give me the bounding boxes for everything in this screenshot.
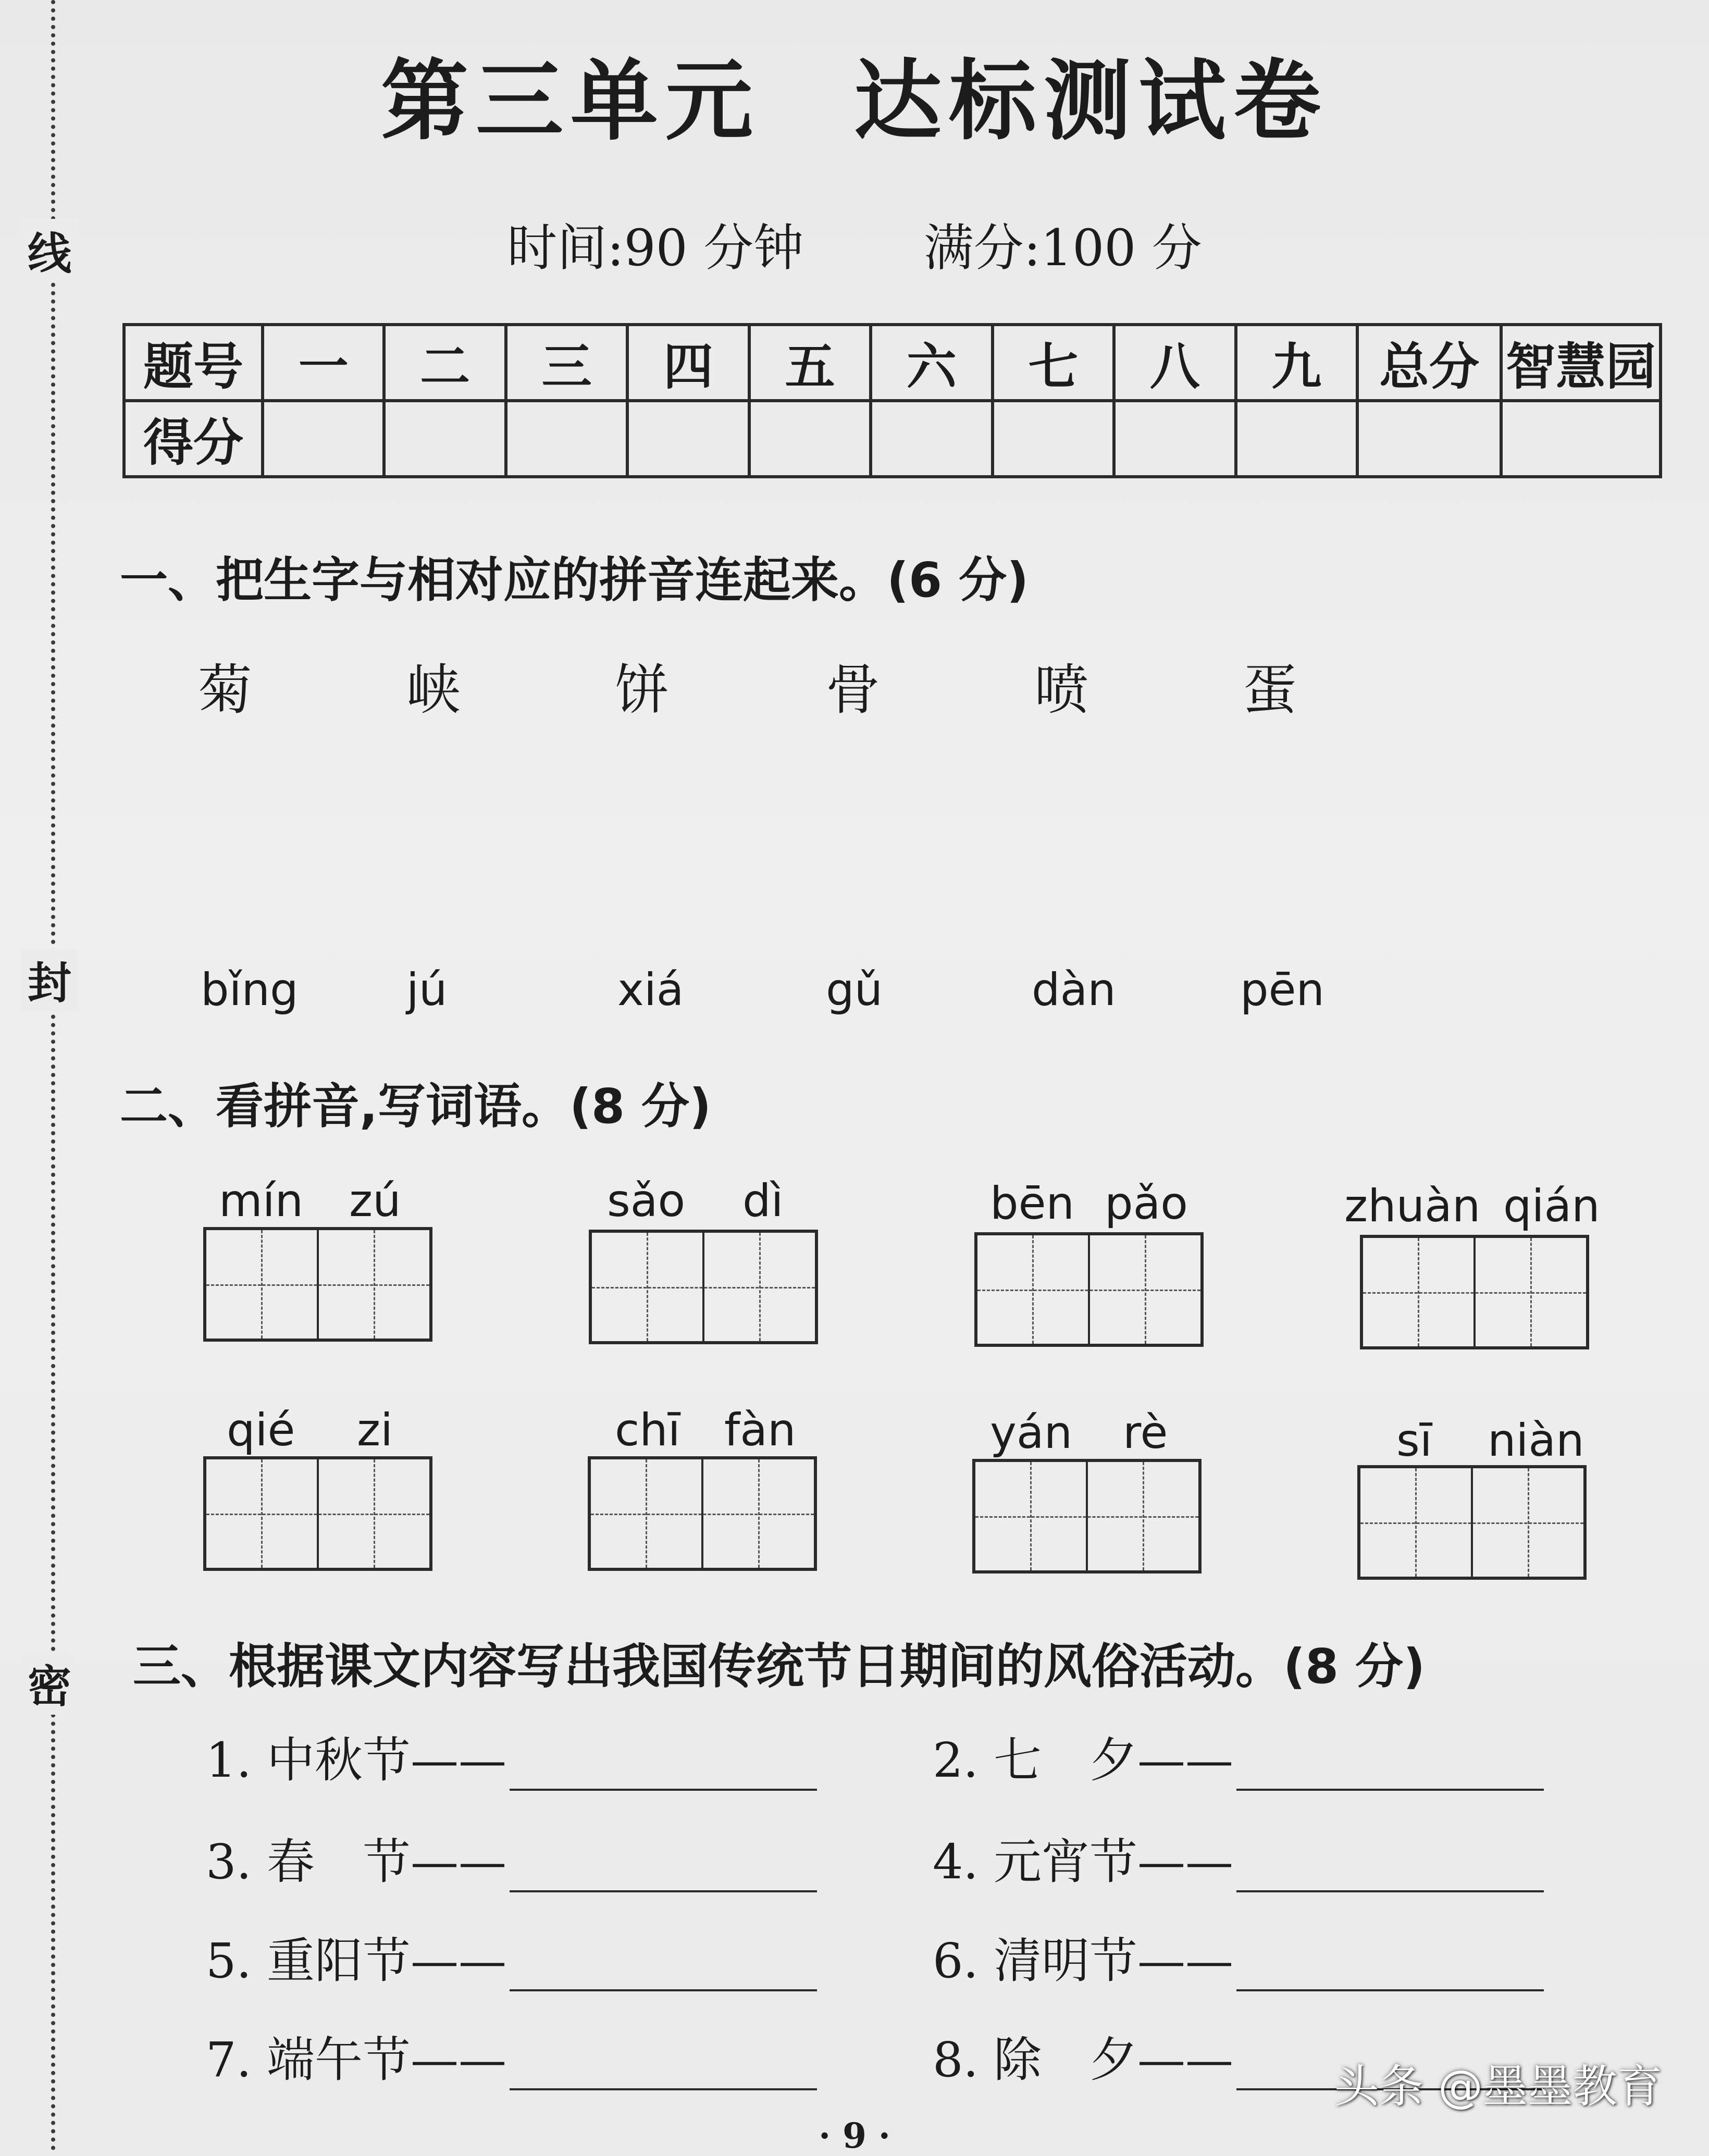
score-cell[interactable] xyxy=(384,401,505,477)
binding-line-char: 线 xyxy=(21,219,78,282)
answer-blank[interactable] xyxy=(510,1953,817,1991)
festival-label: 7. 端午节—— xyxy=(206,2032,507,2088)
binding-dotted-line xyxy=(51,0,55,2151)
score-cell[interactable] xyxy=(506,401,627,477)
score-cell[interactable] xyxy=(627,401,749,477)
section1-pinyin: dàn xyxy=(1032,964,1116,1016)
page-title xyxy=(0,31,1709,157)
title-test: 达标测试卷 xyxy=(854,49,1328,152)
word-pinyin: niàn xyxy=(1488,1415,1584,1467)
festival-item xyxy=(206,1722,817,1791)
score-cell[interactable] xyxy=(1501,401,1661,477)
score-cell[interactable] xyxy=(1236,401,1358,477)
section1-pinyin: jú xyxy=(406,964,448,1016)
word-pinyin: zú xyxy=(349,1175,401,1227)
score-cell[interactable] xyxy=(263,401,384,477)
word-pinyin: yán xyxy=(990,1407,1073,1459)
page-number: · 9 · xyxy=(819,2115,890,2156)
word-pinyin: rè xyxy=(1123,1407,1168,1459)
exam-full-score: 满分:100 分 xyxy=(923,219,1202,277)
tianzige-grid[interactable] xyxy=(203,1456,432,1571)
word-pinyin: qié xyxy=(227,1404,295,1456)
binding-seal-char: 封 xyxy=(21,948,78,1011)
watermark: 头条 @墨墨教育 xyxy=(1334,2061,1662,2113)
score-header-cell: 八 xyxy=(1114,325,1235,401)
score-header-cell: 九 xyxy=(1236,325,1358,401)
festival-item xyxy=(933,1722,1544,1791)
score-header-cell: 五 xyxy=(749,325,871,401)
score-header-cell: 一 xyxy=(263,325,384,401)
festival-label: 1. 中秋节—— xyxy=(206,1732,507,1788)
word-pinyin: sǎo xyxy=(607,1175,686,1227)
festival-label: 3. 春 节—— xyxy=(206,1834,507,1890)
score-cell[interactable] xyxy=(1357,401,1501,477)
festival-item xyxy=(206,1923,817,1991)
section1-pinyin: bǐng xyxy=(201,964,299,1016)
section2-title: 二、看拼音,写词语。(8 分) xyxy=(120,1079,712,1134)
score-cell[interactable] xyxy=(871,401,992,477)
exam-meta xyxy=(0,208,1709,280)
score-header-cell: 七 xyxy=(993,325,1114,401)
section1-pinyin: gǔ xyxy=(826,964,883,1016)
section1-title: 一、把生字与相对应的拼音连起来。(6 分) xyxy=(120,552,1029,608)
festival-label: 2. 七 夕—— xyxy=(933,1732,1234,1788)
score-row-label: 得分 xyxy=(124,401,263,477)
score-header-cell: 题号 xyxy=(124,325,263,401)
score-header-cell: 六 xyxy=(871,325,992,401)
binding-secret-char: 密 xyxy=(21,1652,78,1715)
tianzige-grid[interactable] xyxy=(1357,1465,1587,1580)
score-header-cell: 智慧园 xyxy=(1501,325,1661,401)
tianzige-grid[interactable] xyxy=(589,1230,818,1344)
section1-char: 饼 xyxy=(615,658,670,722)
festival-label: 4. 元宵节—— xyxy=(933,1834,1234,1890)
festival-item xyxy=(933,1923,1544,1991)
answer-blank[interactable] xyxy=(1236,1752,1544,1791)
festival-item xyxy=(206,1824,817,1892)
score-header-cell: 三 xyxy=(506,325,627,401)
festival-label: 6. 清明节—— xyxy=(933,1933,1234,1989)
tianzige-grid[interactable] xyxy=(1360,1235,1589,1349)
word-pinyin: zhuàn xyxy=(1344,1180,1481,1232)
score-cell[interactable] xyxy=(993,401,1114,477)
tianzige-grid[interactable] xyxy=(974,1232,1204,1347)
score-header-cell: 四 xyxy=(627,325,749,401)
answer-blank[interactable] xyxy=(510,2052,817,2090)
section1-char: 菊 xyxy=(198,658,253,722)
section1-char: 喷 xyxy=(1034,658,1089,722)
word-pinyin: mín xyxy=(219,1175,304,1227)
word-pinyin: bēn xyxy=(990,1178,1075,1230)
tianzige-grid[interactable] xyxy=(203,1227,432,1342)
score-table-header-row xyxy=(124,325,1661,401)
word-pinyin: zi xyxy=(357,1404,393,1456)
word-pinyin: qián xyxy=(1503,1180,1600,1232)
section1-pinyin: xiá xyxy=(617,964,684,1016)
section3-title: 三、根据课文内容写出我国传统节日期间的风俗活动。(8 分) xyxy=(133,1639,1426,1694)
exam-time: 时间:90 分钟 xyxy=(507,219,804,277)
word-pinyin: fàn xyxy=(724,1404,796,1456)
section1-char: 蛋 xyxy=(1243,658,1297,722)
section1-char: 峡 xyxy=(406,658,461,722)
score-cell[interactable] xyxy=(1114,401,1235,477)
title-unit: 第三单元 xyxy=(381,49,760,152)
score-table xyxy=(122,323,1662,478)
section1-char: 骨 xyxy=(826,658,881,722)
festival-label: 8. 除 夕—— xyxy=(933,2032,1234,2088)
section1-pinyin: pēn xyxy=(1240,964,1325,1016)
answer-blank[interactable] xyxy=(1236,1953,1544,1991)
answer-blank[interactable] xyxy=(510,1752,817,1791)
festival-item xyxy=(933,1824,1544,1892)
tianzige-grid[interactable] xyxy=(972,1459,1202,1573)
tianzige-grid[interactable] xyxy=(588,1456,817,1571)
festival-item xyxy=(206,2022,817,2090)
score-cell[interactable] xyxy=(749,401,871,477)
answer-blank[interactable] xyxy=(510,1854,817,1892)
word-pinyin: pǎo xyxy=(1105,1178,1188,1230)
answer-blank[interactable] xyxy=(1236,1854,1544,1892)
festival-label: 5. 重阳节—— xyxy=(206,1933,507,1989)
word-pinyin: chī xyxy=(615,1404,680,1456)
word-pinyin: sī xyxy=(1396,1415,1432,1467)
word-pinyin: dì xyxy=(742,1175,784,1227)
score-header-cell: 二 xyxy=(384,325,505,401)
score-table-score-row xyxy=(124,401,1661,477)
score-header-cell: 总分 xyxy=(1357,325,1501,401)
